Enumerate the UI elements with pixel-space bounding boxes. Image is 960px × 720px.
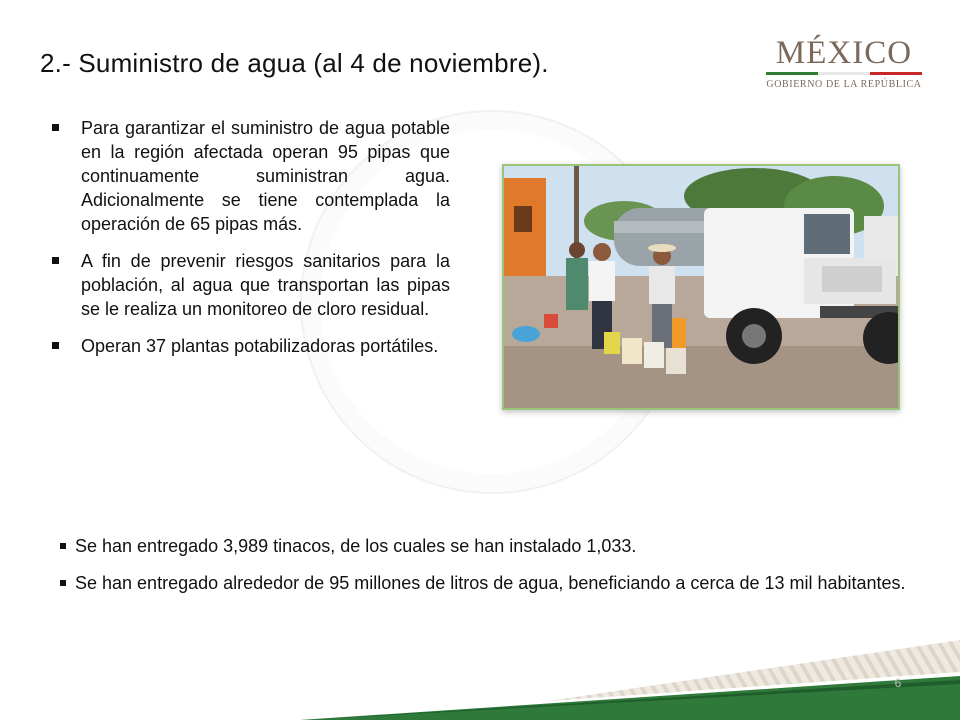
bullet-text: Para garantizar el suministro de agua potable en la región afectada operan 95 pipas que continuamente suministran agua. Adicionalmente se tiene contemplada la operación de 65 pipas más. (81, 118, 450, 234)
square-bullet-icon (52, 342, 59, 349)
logo-stripe-green (766, 72, 818, 75)
bullet-item (58, 534, 918, 559)
logo-stripe-white (818, 72, 870, 75)
square-bullet-icon (60, 580, 66, 586)
photo-illustration (504, 166, 898, 408)
bullet-item (58, 571, 918, 596)
square-bullet-icon (60, 543, 66, 549)
bullet-item (50, 116, 450, 236)
bullet-text: Se han entregado alrededor de 95 millones de litros de agua, beneficiando a cerca de 13 mil habitantes. (75, 573, 906, 593)
bottom-bullet-list (58, 534, 918, 608)
logo-sub-text: GOBIERNO DE LA REPÚBLICA (766, 79, 922, 90)
mexico-logo (766, 36, 922, 96)
square-bullet-icon (52, 124, 59, 131)
slide-title: 2.- Suministro de agua (al 4 de noviembre). (40, 48, 549, 78)
bullet-text: A fin de prevenir riesgos sanitarios para la población, al agua que transportan las pipas se le realiza un monitoreo de cloro residual. (81, 251, 450, 319)
bullet-text: Operan 37 plantas potabilizadoras portátiles. (81, 336, 439, 356)
bullet-item (50, 334, 450, 358)
page-number: 6 (894, 676, 902, 690)
footer-decoration (0, 620, 960, 720)
bullet-text: Se han entregado 3,989 tinacos, de los cuales se han instalado 1,033. (75, 536, 637, 556)
bullet-item (50, 249, 450, 321)
water-tanker-photo (502, 164, 900, 410)
logo-main-text: MÉXICO (775, 35, 913, 71)
logo-stripe-red (870, 72, 922, 75)
left-bullet-list (50, 116, 450, 371)
square-bullet-icon (52, 257, 59, 264)
